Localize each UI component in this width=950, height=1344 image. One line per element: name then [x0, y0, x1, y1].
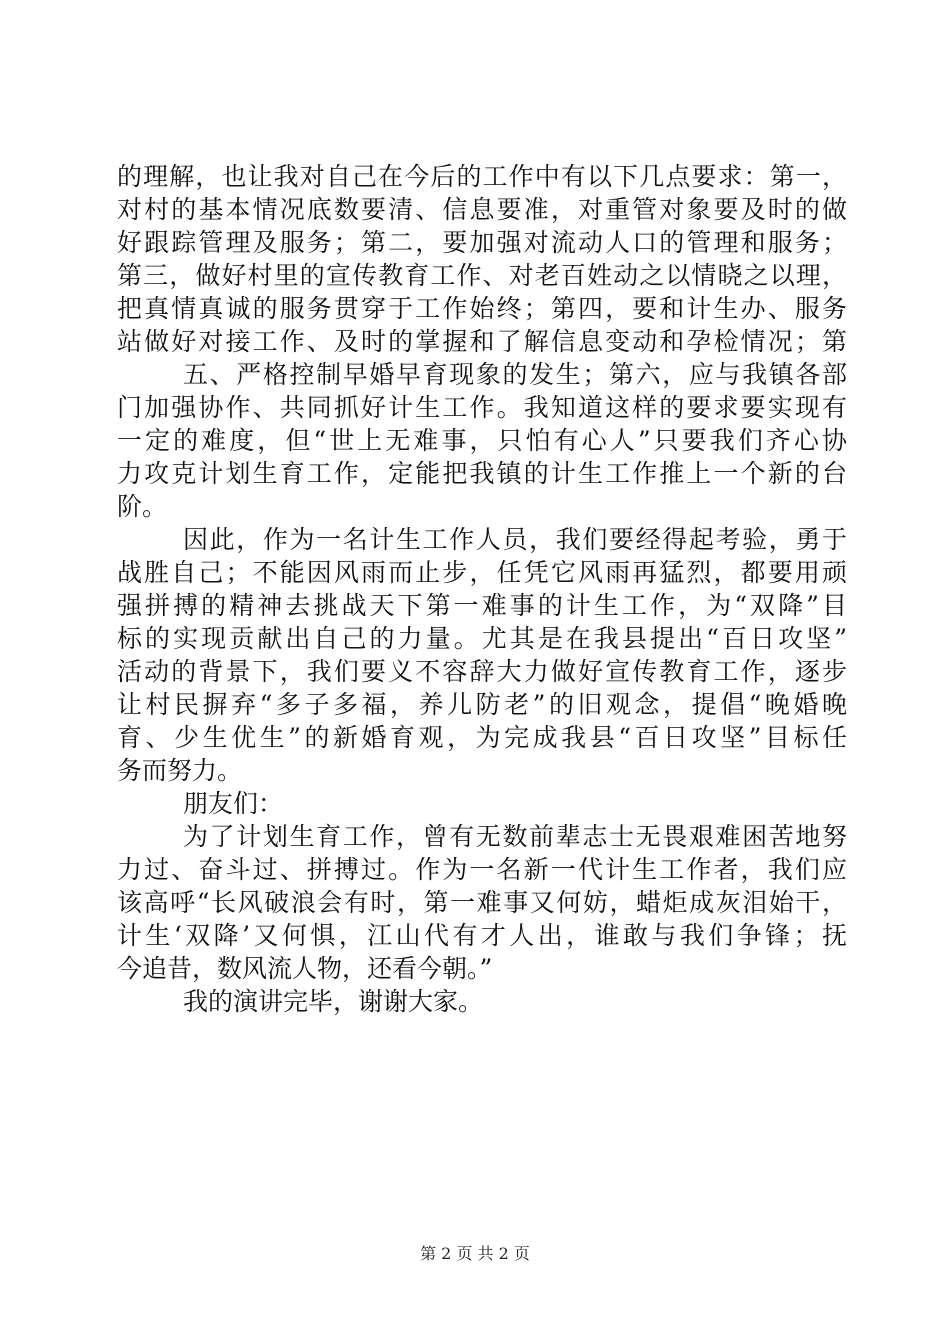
text-line: 站做好对接工作、及时的掌握和了解信息变动和孕检情况；第 [117, 327, 847, 356]
text-line: 对村的基本情况底数要清、信息要准，对重管对象要及时的做 [117, 195, 847, 224]
text-line: 标的实现贡献出自己的力量。尤其是在我县提出“百日攻坚” [117, 624, 847, 653]
text-line: 该高呼“长风破浪会有时，第一难事又何妨，蜡炬成灰泪始干， [117, 888, 847, 917]
text-line: 好跟踪管理及服务；第二，要加强对流动人口的管理和服务； [117, 228, 847, 257]
text-line: 因此，作为一名计生工作人员，我们要经得起考验，勇于 [183, 525, 847, 554]
text-line: 育、少生优生”的新婚育观，为完成我县“百日攻坚”目标任 [117, 723, 847, 752]
text-line: 第三，做好村里的宣传教育工作、对老百姓动之以情晓之以理， [117, 261, 847, 290]
speech-body [117, 160, 847, 1018]
text-line: 强拼搏的精神去挑战天下第一难事的计生工作，为“双降”目 [117, 591, 847, 620]
text-line: 活动的背景下，我们要义不容辞大力做好宣传教育工作，逐步 [117, 657, 847, 686]
text-line: 为了计划生育工作，曾有无数前辈志士无畏艰难困苦地努 [183, 822, 847, 851]
text-line: 一定的难度，但“世上无难事，只怕有心人”只要我们齐心协 [117, 426, 847, 455]
text-line: 力攻克计划生育工作，定能把我镇的计生工作推上一个新的台 [117, 459, 847, 488]
text-line: 朋友们： [183, 789, 284, 818]
text-line: 务而努力。 [117, 756, 243, 785]
text-line: 我的演讲完毕，谢谢大家。 [183, 987, 484, 1016]
text-line: 门加强协作、共同抓好计生工作。我知道这样的要求要实现有 [117, 393, 847, 422]
text-line: 战胜自己；不能因风雨而止步，任凭它风雨再猛烈，都要用顽 [117, 558, 847, 587]
text-line: 阶。 [117, 492, 168, 521]
text-line: 五、严格控制早婚早育现象的发生；第六，应与我镇各部 [183, 360, 847, 389]
text-line: 让村民摒弃“多子多福，养儿防老”的旧观念，提倡“晚婚晚 [117, 690, 847, 719]
text-line: 今追昔，数风流人物，还看今朝。” [117, 954, 493, 983]
text-line: 的理解，也让我对自己在今后的工作中有以下几点要求：第一， [117, 162, 847, 191]
text-line: 力过、奋斗过、拼搏过。作为一名新一代计生工作者，我们应 [117, 855, 847, 884]
text-line: 把真情真诚的服务贯穿于工作始终；第四，要和计生办、服务 [117, 294, 847, 323]
page-number-footer: 第 2 页 共 2 页 [420, 1244, 530, 1263]
text-line: 计生‘双降’又何惧，江山代有才人出，谁敢与我们争锋；抚 [117, 921, 847, 950]
